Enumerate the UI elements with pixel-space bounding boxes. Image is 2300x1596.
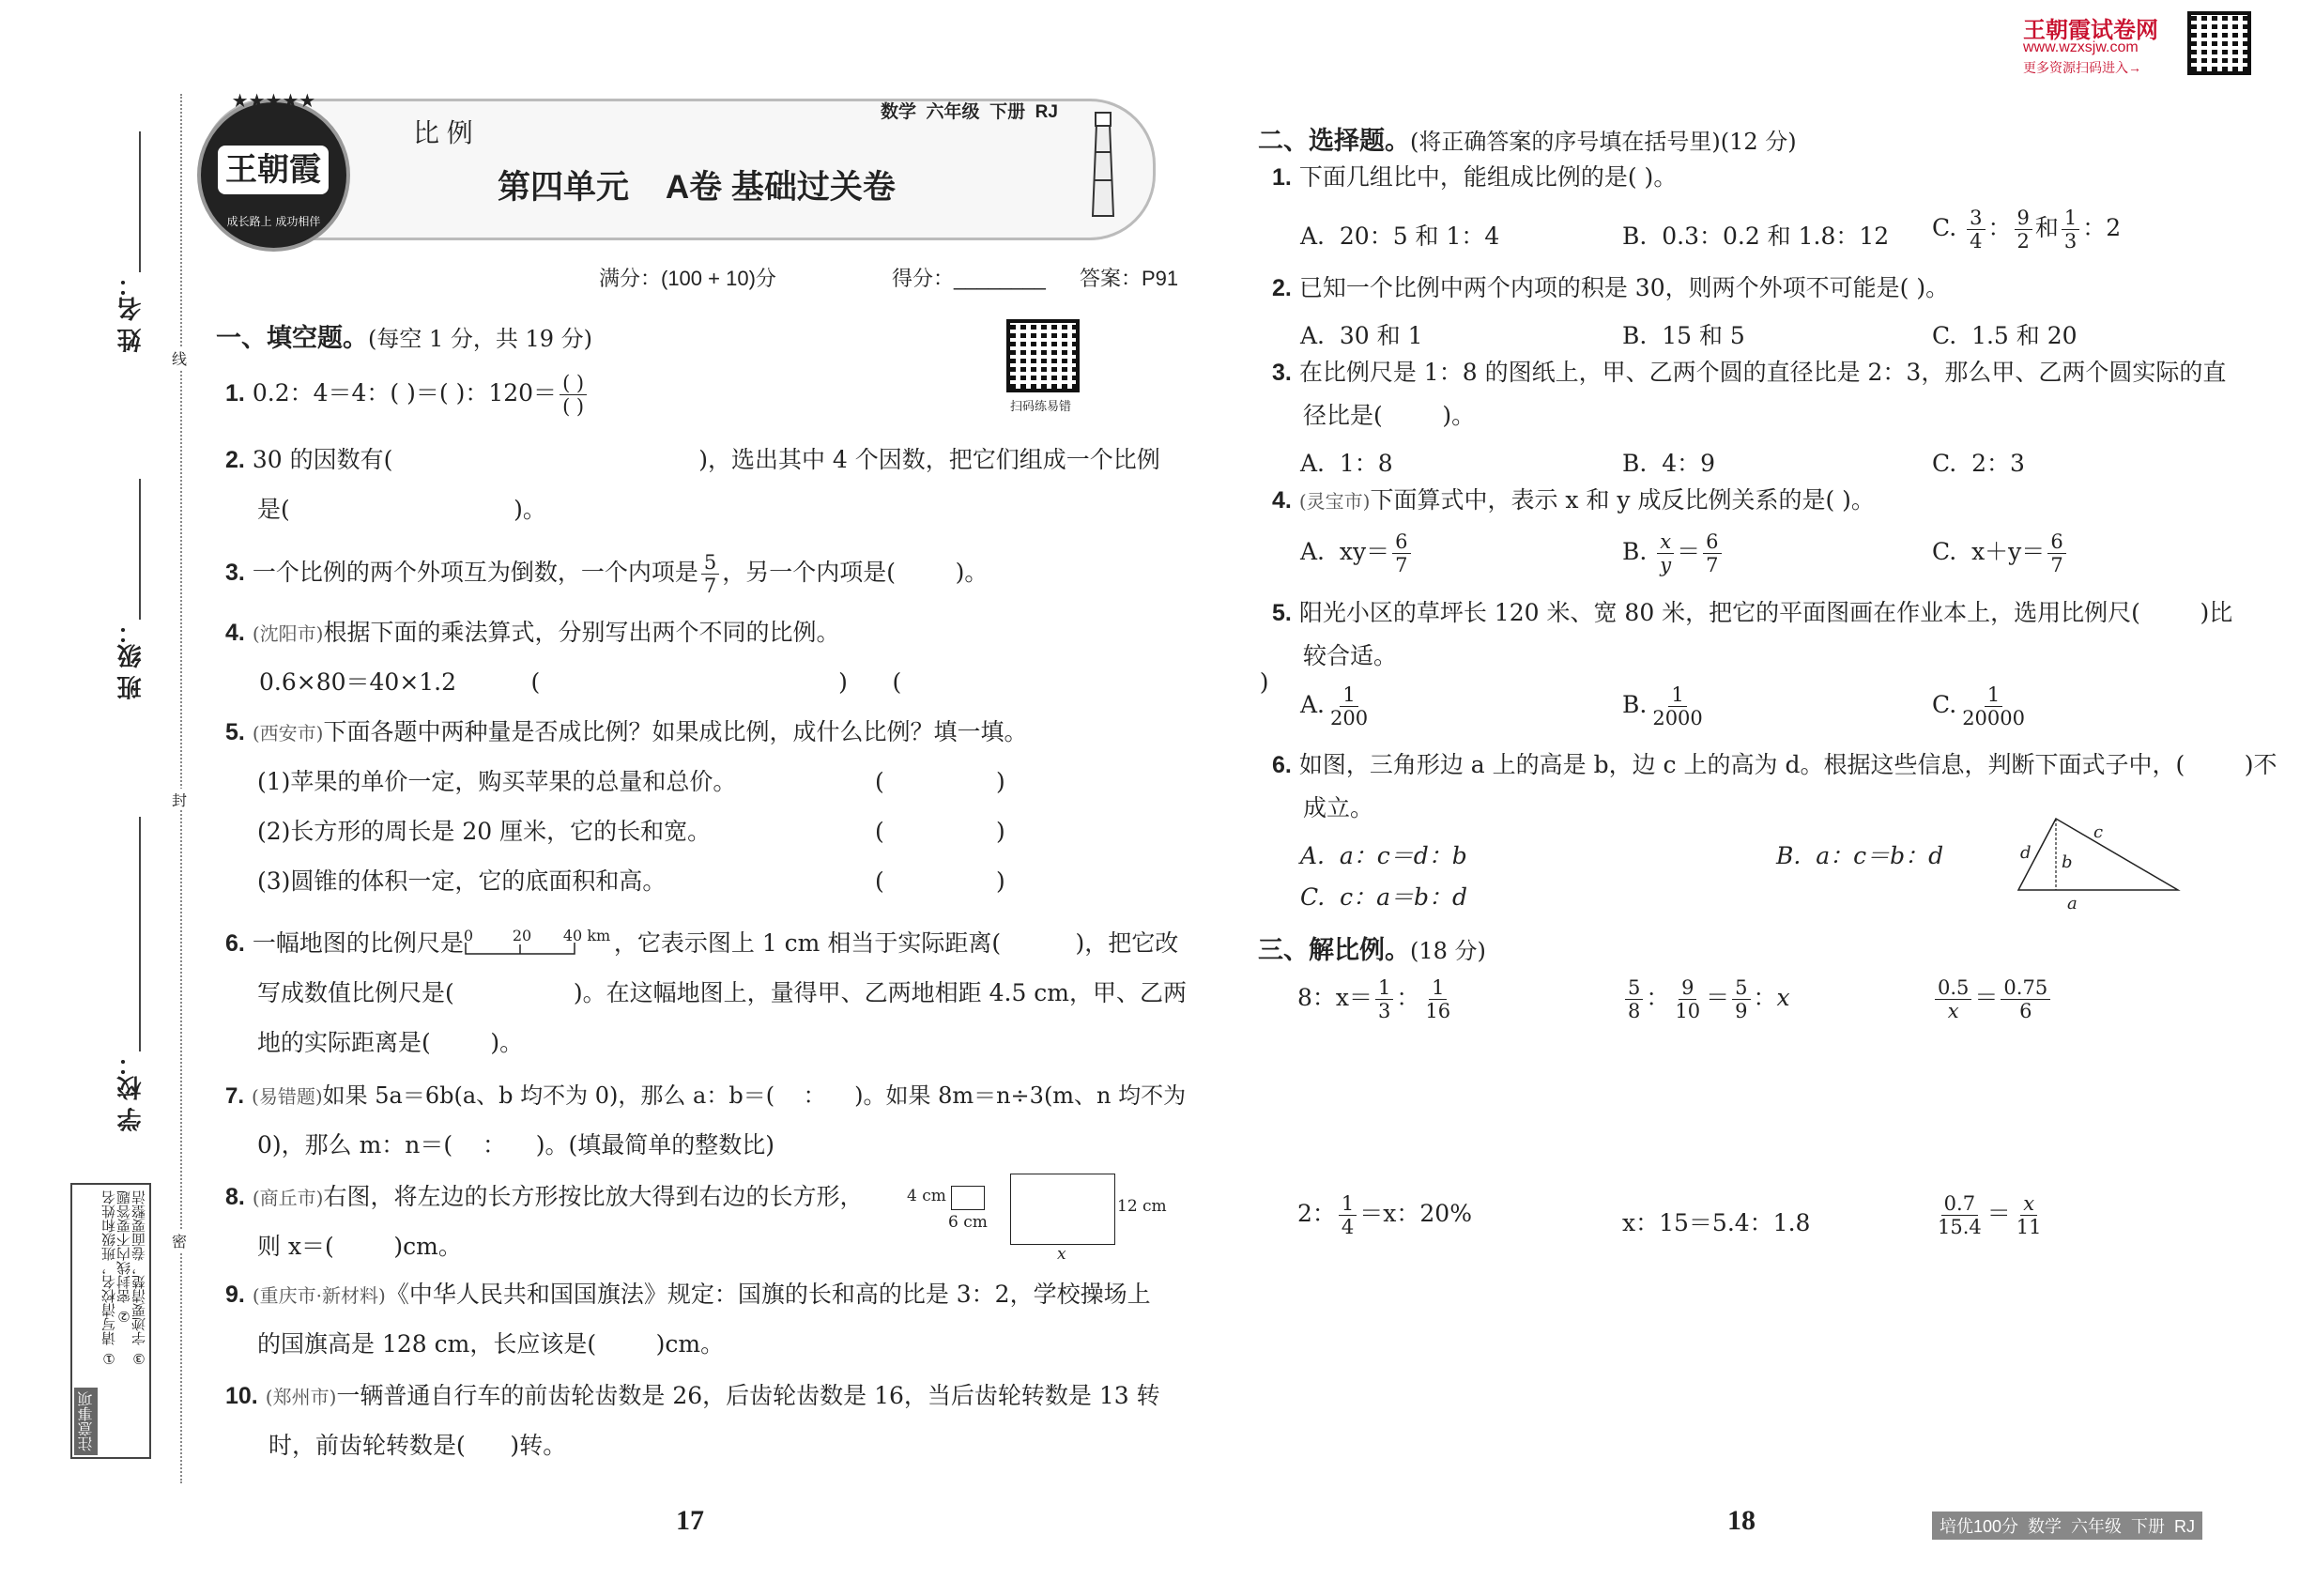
equation-3: $\frac{0.5}{x}$ ＝ $\frac{0.75}{6}$	[1932, 976, 2053, 1022]
q6-line1: 6. 一幅地图的比例尺是 0 20 40 km ，它表示图上 1 cm 相当于实际距离( )，把它改	[225, 928, 1178, 959]
tri-label-c: c	[2093, 822, 2104, 842]
c5-option-a[interactable]: A. $\frac{1}{200}$	[1300, 683, 1369, 729]
c2: 2. 已知一个比例中两个内项的积是 30，则两个外项不可能是( )。	[1272, 274, 1950, 301]
c4: 4. (灵宝市)下面算式中，表示 x 和 y 成反比例关系的是( )。	[1272, 486, 1875, 514]
name-line	[139, 131, 141, 272]
answer-page: 答案：P91	[1080, 267, 1179, 290]
c5-option-c[interactable]: C. $\frac{1}{20000}$	[1932, 683, 2025, 729]
tri-label-d: d	[2020, 843, 2032, 863]
qr-caption: 扫码练易错	[1010, 400, 1072, 414]
subject-tag: 比 例	[413, 118, 473, 147]
c4-option-b[interactable]: B. $\frac{x}{y}$ ＝ $\frac{6}{7}$	[1622, 530, 1725, 576]
c1-option-c[interactable]: C. $\frac{3}{4}$ ： $\frac{9}{2}$ 和 $\frac{1}{3}$ ：2	[1932, 207, 2122, 253]
page-number-right: 18	[1727, 1505, 1756, 1536]
equation-4: 2： $\frac{1}{4}$ ＝x：20%	[1297, 1192, 1472, 1238]
c6-line1: 6. 如图，三角形边 a 上的高是 b，边 c 上的高为 d。根据这些信息，判断下面式子中，( )不	[1272, 751, 2277, 778]
full-score: 满分：(100 + 10)分	[599, 267, 776, 290]
c3-line1: 3. 在比例尺是 1：8 的图纸上，甲、乙两个圆的直径比是 2：3，那么甲、乙两个圆实际的直	[1272, 359, 2227, 386]
logo-text: 王朝霞	[218, 146, 329, 194]
c3-option-a[interactable]: A. 1：8	[1300, 450, 1393, 477]
c1-option-b[interactable]: B. 0.3：0.2 和 1.8：12	[1622, 223, 1890, 250]
q1: 1. 0.2：4＝4：( )＝( )：120＝ $\frac{( )}{( )}$	[225, 372, 590, 418]
brand-tip: 更多资源扫码进入→	[2023, 60, 2141, 75]
c5-option-b[interactable]: B. $\frac{1}{2000}$	[1622, 683, 1703, 729]
q8-big-w: x	[1057, 1245, 1066, 1264]
c1-option-a[interactable]: A. 20：5 和 1：4	[1300, 223, 1500, 250]
equation-2: $\frac{5}{8}$ ： $\frac{9}{10}$ ＝ $\frac{5}{9}$ ：x	[1622, 976, 1790, 1022]
seal-word-2: 封	[172, 789, 187, 810]
q7-line2: 0)，那么 m：n＝( ： )。(填最简单的整数比)	[257, 1131, 775, 1159]
c5-line1: 5. 阳光小区的草坪长 120 米、宽 80 米，把它的平面图画在作业本上，选用比例尺( )比	[1272, 599, 2233, 626]
brand-title: 王朝霞试卷网	[2023, 18, 2158, 43]
notice-box	[70, 1183, 151, 1459]
brand-qr-code[interactable]	[2187, 11, 2251, 75]
q6-line3: 地的实际距离是( )。	[257, 1029, 524, 1056]
tri-label-b: b	[2062, 852, 2073, 872]
q5-item3: (3)圆锥的体积一定，它的底面积和高。	[257, 867, 667, 895]
q5-line1: 5. (西安市)下面各题中两种量是否成比例？如果成比例，成什么比例？填一填。	[225, 718, 1028, 745]
notice-item-3: ③ 字迹要清楚，卷面要整洁	[130, 1190, 147, 1367]
q1-fraction[interactable]: $\frac{( )}{( )}$	[560, 372, 587, 418]
unit-title: 第四单元 A卷 基础过关卷	[498, 169, 896, 206]
book-meta: 数学 六年级 下册 RJ	[881, 102, 1058, 122]
logo-badge	[197, 89, 350, 252]
q2-line1: 2. 30 的因数有( )，选出其中 4 个因数，把它们组成一个比例	[225, 446, 1160, 473]
q10-line1: 10. (郑州市)一辆普通自行车的前齿轮齿数是 26，后齿轮齿数是 16，当后齿轮转数是 13 转	[225, 1382, 1160, 1409]
logo-stars: ★★★★★	[231, 89, 316, 112]
q8-line2: 则 x＝( )cm。	[257, 1233, 462, 1260]
section3-title: 三、解比例。(18 分)	[1258, 936, 1486, 964]
equation-6: $\frac{0.7}{15.4}$ ＝ $\frac{x}{11}$	[1938, 1192, 2042, 1238]
q5-item2: (2)长方形的周长是 20 厘米，它的长和宽。	[257, 818, 712, 845]
section2-title: 二、选择题。(将正确答案的序号填在括号里)(12 分)	[1258, 127, 1797, 155]
notice-item-2: ② 密封线内不要答题	[115, 1190, 132, 1325]
section1-title: 一、填空题。(每空 1 分，共 19 分)	[216, 324, 593, 352]
practice-qr-code[interactable]	[1006, 319, 1080, 392]
c1: 1. 下面几组比中，能组成比例的是( )。	[1272, 163, 1678, 191]
q9-line2: 的国旗高是 128 cm，长应该是( )cm。	[257, 1330, 725, 1358]
q6-line2: 写成数值比例尺是( )。在这幅地图上，量得甲、乙两地相距 4.5 cm，甲、乙两	[257, 979, 1188, 1006]
c2-option-c[interactable]: C. 1.5 和 20	[1932, 322, 2078, 349]
c4-option-a[interactable]: A. xy＝ $\frac{6}{7}$	[1300, 530, 1414, 576]
q4-line1: 4. (沈阳市)根据下面的乘法算式，分别写出两个不同的比例。	[225, 619, 840, 646]
q2-line2: 是( )。	[257, 496, 546, 523]
school-line	[139, 817, 141, 1051]
q8-line1: 8. (商丘市)右图，将左边的长方形按比放大得到右边的长方形，	[225, 1183, 864, 1210]
q5-blank3[interactable]: ( )	[875, 867, 1005, 895]
q5-item1: (1)苹果的单价一定，购买苹果的总量和总价。	[257, 768, 737, 795]
lighthouse-icon	[1089, 105, 1117, 218]
class-line	[139, 479, 141, 620]
q8-big-h: 12 cm	[1117, 1197, 1167, 1216]
logo-motto: 成长路上 成功相伴	[226, 215, 321, 228]
equation-1: 8：x＝ $\frac{1}{3}$ ： $\frac{1}{16}$	[1297, 976, 1451, 1022]
q8-small-rect	[951, 1186, 985, 1210]
c6-option-a[interactable]: A. a：c＝d：b	[1300, 842, 1467, 869]
q4-line2: 0.6×80＝40×1.2 ( ) ( )	[259, 668, 1269, 696]
c4-option-c[interactable]: C. x＋y＝ $\frac{6}{7}$	[1932, 530, 2069, 576]
school-label: 学 校：	[116, 1051, 145, 1132]
seal-word-3: 密	[172, 1230, 187, 1251]
seal-word-1: 线	[172, 347, 187, 369]
q5-blank2[interactable]: ( )	[875, 818, 1005, 845]
q8-small-w: 4 cm	[907, 1187, 946, 1205]
c5-line2: 较合适。	[1303, 642, 1398, 669]
q7-line1: 7. (易错题)如果 5a＝6b(a、b 均不为 0)，那么 a：b＝( ： )。如果 8m＝n÷3(m、n 均不为	[225, 1082, 1187, 1109]
name-label: 姓 名：	[116, 272, 145, 353]
q8-small-h: 6 cm	[948, 1213, 988, 1232]
tri-label-a: a	[2067, 894, 2078, 913]
c3-line2: 径比是( )。	[1303, 402, 1476, 429]
c6-option-c[interactable]: C. c：a＝b：d	[1300, 883, 1467, 911]
class-label: 班 级：	[116, 620, 145, 700]
q3: 3. 一个比例的两个外项互为倒数，一个内项是 $\frac{5}{7}$ ，另一个内项是( )。	[225, 551, 989, 597]
c2-option-b[interactable]: B. 15 和 5	[1622, 322, 1745, 349]
c3-option-b[interactable]: B. 4：9	[1622, 450, 1716, 477]
c3-option-c[interactable]: C. 2：3	[1932, 450, 2025, 477]
c6-triangle-figure	[2000, 815, 2187, 918]
equation-5: x：15＝5.4：1.8	[1622, 1209, 1811, 1236]
notice-title: 注意事项	[74, 1388, 98, 1455]
page-number-left: 17	[676, 1505, 704, 1536]
footer-tag: 培优100分 数学 六年级 下册 RJ	[1932, 1512, 2202, 1540]
q9-line1: 9. (重庆市·新材料)《中华人民共和国国旗法》规定：国旗的长和高的比是 3：2，学校操场上	[225, 1281, 1151, 1308]
q8-big-rect	[1010, 1174, 1115, 1245]
score-field[interactable]: 得分：________	[892, 267, 1046, 290]
scale-bar: 0 20 40 km	[464, 928, 614, 959]
brand-url: www.wzxsjw.com	[2023, 39, 2139, 55]
c2-option-a[interactable]: A. 30 和 1	[1300, 322, 1423, 349]
notice-item-1: ① 请写清校名，班级和姓名	[100, 1190, 117, 1367]
q5-blank1[interactable]: ( )	[875, 768, 1005, 795]
c6-line2: 成立。	[1303, 794, 1374, 821]
c6-option-b[interactable]: B. a：c＝b：d	[1776, 842, 1944, 869]
q10-line2: 时，前齿轮转数是( )转。	[268, 1432, 567, 1459]
